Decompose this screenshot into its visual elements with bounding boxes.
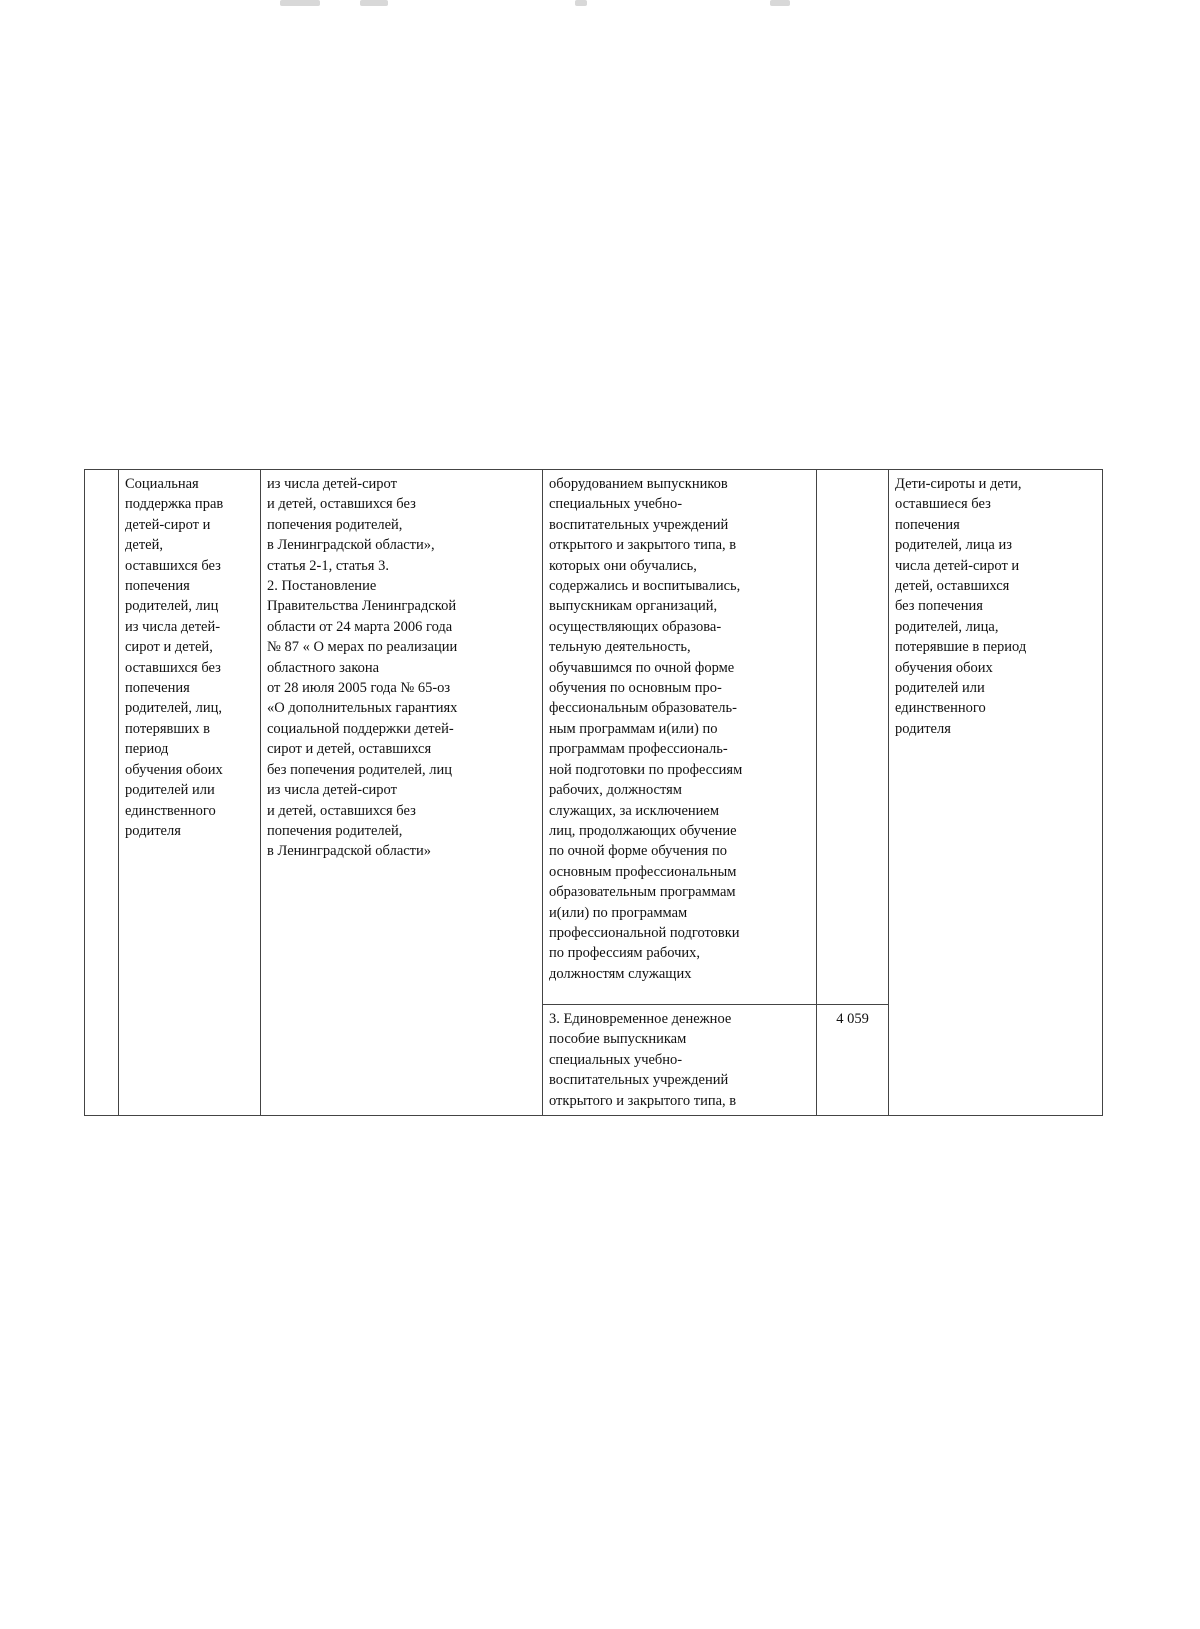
row-number-cell <box>85 470 119 1116</box>
measure-name-cell: Социальная поддержка прав детей-сирот и детей, оставшихся без попечения родителей, лиц из числа детей- сирот и детей, оставшихся без попечения родителей, лиц, потерявших в период обучения обоих родителей или единственного родителя <box>119 470 261 1116</box>
measure-description-cell: 3. Единовременное денежное пособие выпускникам специальных учебно- воспитательных учреждений открытого и закрытого типа, в <box>543 1005 817 1116</box>
table-row <box>85 470 1103 1005</box>
recipients-cell: Дети-сироты и дети, оставшиеся без попечения родителей, лица из числа детей-сирот и детей, оставшихся без попечения родителей, лица, потерявшие в период обучения обоих родителей или единственного родителя <box>889 470 1103 1116</box>
benefits-table <box>84 469 1103 1116</box>
measure-description-cell: оборудованием выпускников специальных учебно- воспитательных учреждений открытого и закрытого типа, в которых они обучались, содержались и воспитывались, выпускникам организаций, осуществляющих образова- тельную деятельность, обучавшимся по очной форме обучения по основным про- фессиональным образователь- ным программам и(или) по программам профессиональ- ной подготовки по профессиям рабочих, должностям служащих, за исключением лиц, продолжающих обучение по очной форме обучения по основным профессиональным образовательным программам и(или) по программам профессиональной подготовки по профессиям рабочих, должностям служащих <box>543 470 817 1005</box>
amount-cell: 4 059 <box>817 1005 889 1116</box>
legal-basis-cell: из числа детей-сирот и детей, оставшихся без попечения родителей, в Ленинградской области», статья 2-1, статья 3. 2. Постановление Правительства Ленинградской области от 24 марта 2006 года № 87 « О мерах по реализации областного закона от 28 июля 2005 года № 65-оз «О дополнительных гарантиях социальной поддержки детей- сирот и детей, оставшихся без попечения родителей, лиц из числа детей-сирот и детей, оставшихся без попечения родителей, в Ленинградской области» <box>261 470 543 1116</box>
amount-cell <box>817 470 889 1005</box>
scan-artifacts <box>0 0 1200 14</box>
